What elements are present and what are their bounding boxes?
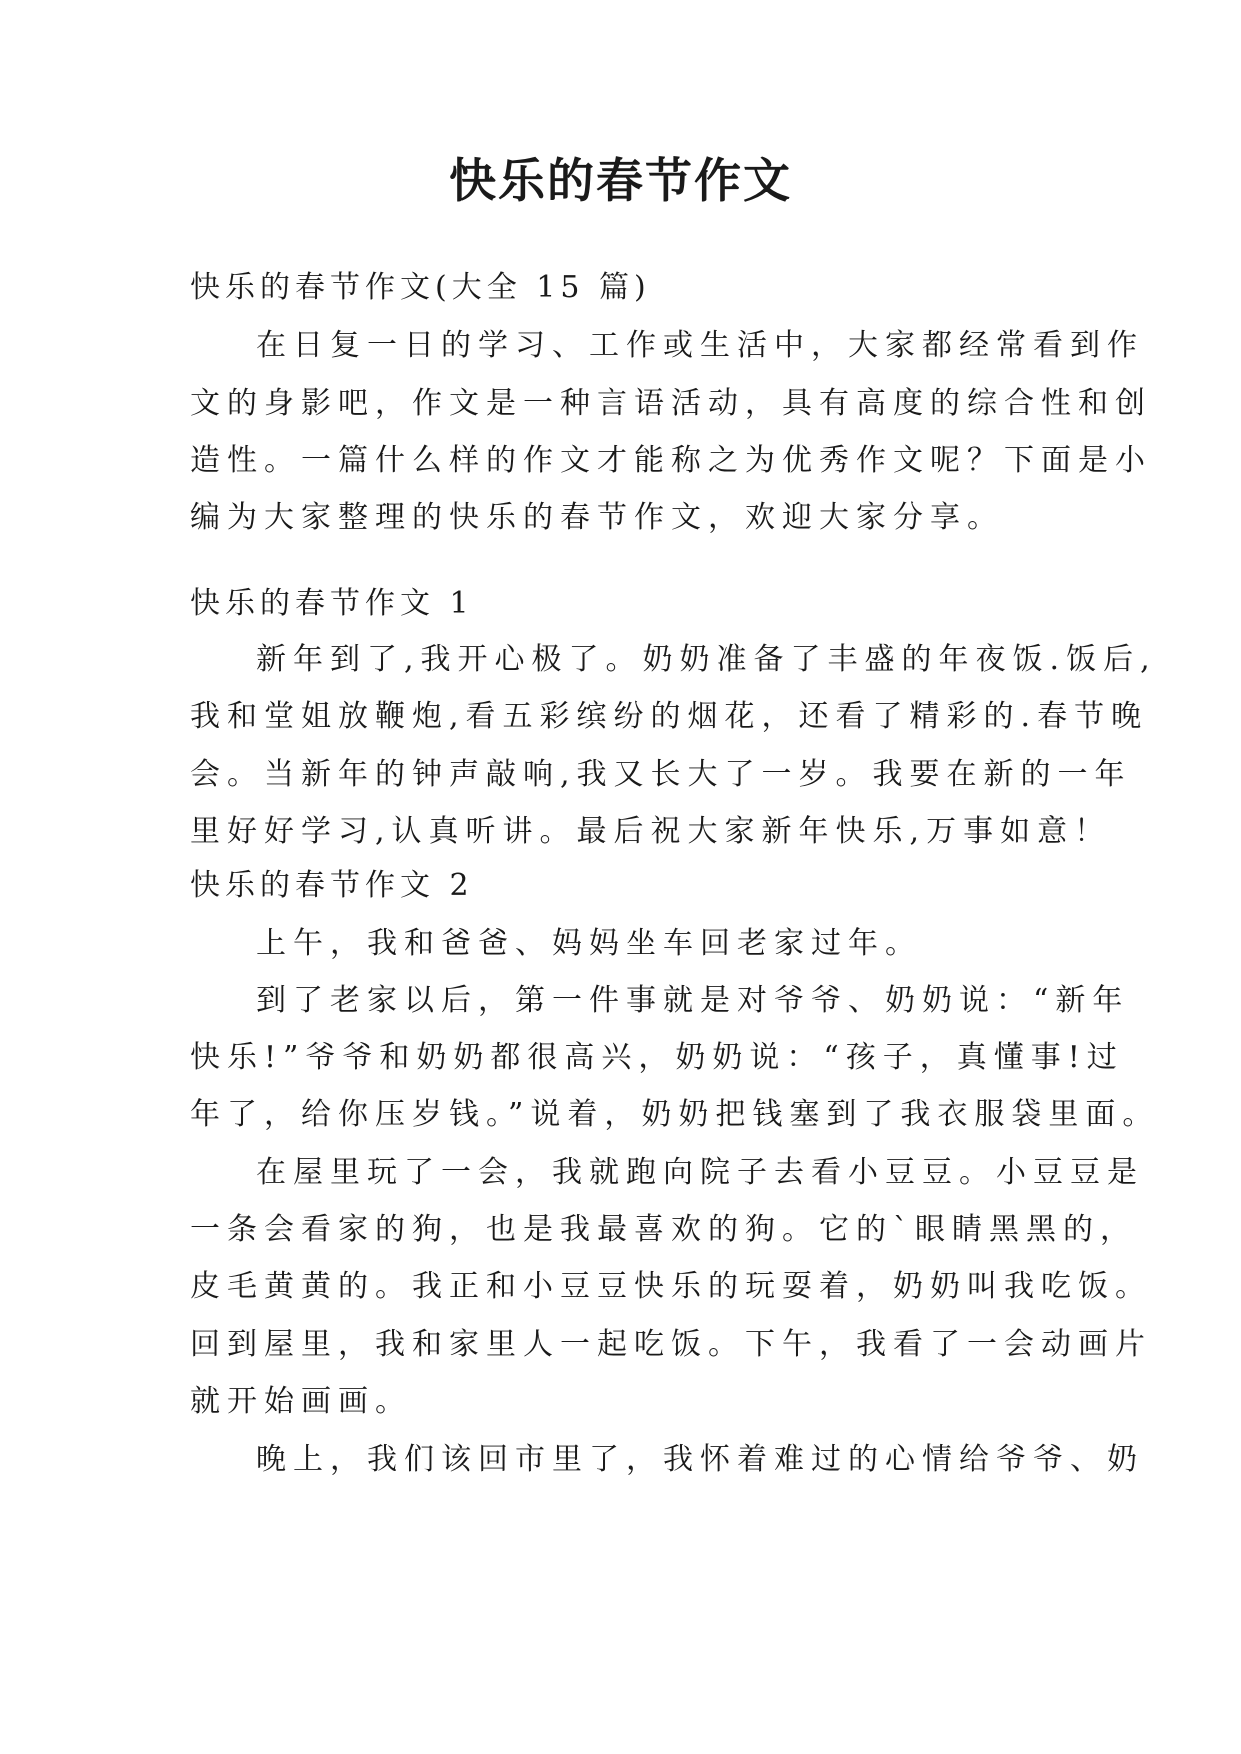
paragraph-line: 在日复一日的学习、工作或生活中，大家都经常看到作 (256, 328, 1144, 363)
paragraph-line: 新年到了,我开心极了。奶奶准备了丰盛的年夜饭.饭后, (256, 642, 1157, 677)
paragraph-line: 会。当新年的钟声敲响,我又长大了一岁。我要在新的一年 (190, 757, 1132, 792)
paragraph-line: 上午，我和爸爸、妈妈坐车回老家过年。 (256, 926, 922, 961)
document-title: 快乐的春节作文 (449, 154, 792, 209)
paragraph-line: 晚上，我们该回市里了，我怀着难过的心情给爷爷、奶 (256, 1442, 1144, 1477)
paragraph-line: 在屋里玩了一会，我就跑向院子去看小豆豆。小豆豆是 (256, 1155, 1144, 1190)
paragraph-line: 皮毛黄黄的。我正和小豆豆快乐的玩耍着，奶奶叫我吃饭。 (190, 1269, 1152, 1304)
paragraph-line: 一条会看家的狗，也是我最喜欢的狗。它的`眼睛黑黑的， (190, 1212, 1137, 1247)
paragraph-line: 里好好学习,认真听讲。最后祝大家新年快乐,万事如意！ (190, 814, 1112, 849)
paragraph-line: 我和堂姐放鞭炮,看五彩缤纷的烟花，还看了精彩的.春节晚 (190, 699, 1149, 734)
paragraph-line: 回到屋里，我和家里人一起吃饭。下午，我看了一会动画片 (190, 1327, 1152, 1362)
paragraph-line: 就开始画画。 (190, 1384, 412, 1419)
section-heading: 快乐的春节作文 1 (190, 586, 474, 621)
paragraph-line: 年了，给你压岁钱。”说着，奶奶把钱塞到了我衣服袋里面。 (190, 1097, 1160, 1132)
paragraph-line: 造性。一篇什么样的作文才能称之为优秀作文呢？下面是小 (190, 443, 1152, 478)
section-heading: 快乐的春节作文 2 (190, 868, 474, 903)
section-heading: 快乐的春节作文(大全 15 篇) (190, 270, 651, 305)
paragraph-line: 快乐!”爷爷和奶奶都很高兴，奶奶说：“孩子，真懂事!过 (190, 1040, 1124, 1075)
paragraph-line: 到了老家以后，第一件事就是对爷爷、奶奶说：“新年 (256, 983, 1130, 1018)
paragraph-line: 编为大家整理的快乐的春节作文，欢迎大家分享。 (190, 500, 1004, 535)
paragraph-line: 文的身影吧，作文是一种言语活动，具有高度的综合性和创 (190, 386, 1152, 421)
